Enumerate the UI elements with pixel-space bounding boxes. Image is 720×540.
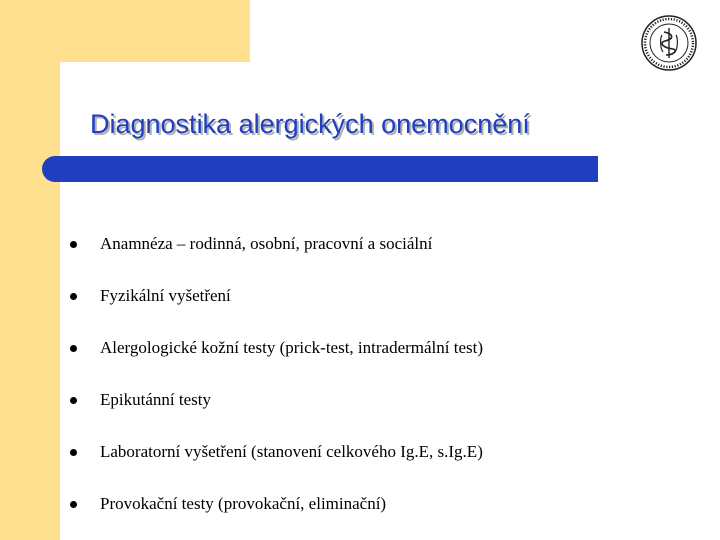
slide-title: Diagnostika alergických onemocnění — [90, 109, 530, 139]
bullet-list — [70, 218, 483, 530]
list-item — [70, 270, 483, 322]
bullet-dot-icon — [70, 345, 77, 352]
list-item — [70, 478, 483, 530]
list-item — [70, 218, 483, 270]
bullet-text: Anamnéza – rodinná, osobní, pracovní a sociální — [100, 234, 433, 253]
bullet-text: Provokační testy (provokační, eliminační) — [100, 494, 387, 513]
bullet-dot-icon — [70, 293, 77, 300]
bullet-text: Alergologické kožní testy (prick-test, intradermální test) — [100, 338, 484, 357]
bullet-dot-icon — [70, 397, 77, 404]
bullet-text: Laboratorní vyšetření (stanovení celkového Ig.E, s.Ig.E) — [100, 442, 483, 461]
bullet-dot-icon — [70, 241, 77, 248]
list-item — [70, 426, 483, 478]
list-item — [70, 322, 483, 374]
university-seal-icon — [640, 14, 698, 72]
decor-left-strip — [0, 0, 60, 540]
title-underline-bar — [42, 156, 598, 182]
bullet-dot-icon — [70, 501, 77, 508]
list-item — [70, 374, 483, 426]
bullet-dot-icon — [70, 449, 77, 456]
bullet-text: Fyzikální vyšetření — [100, 286, 231, 305]
bullet-text: Epikutánní testy — [100, 390, 211, 409]
